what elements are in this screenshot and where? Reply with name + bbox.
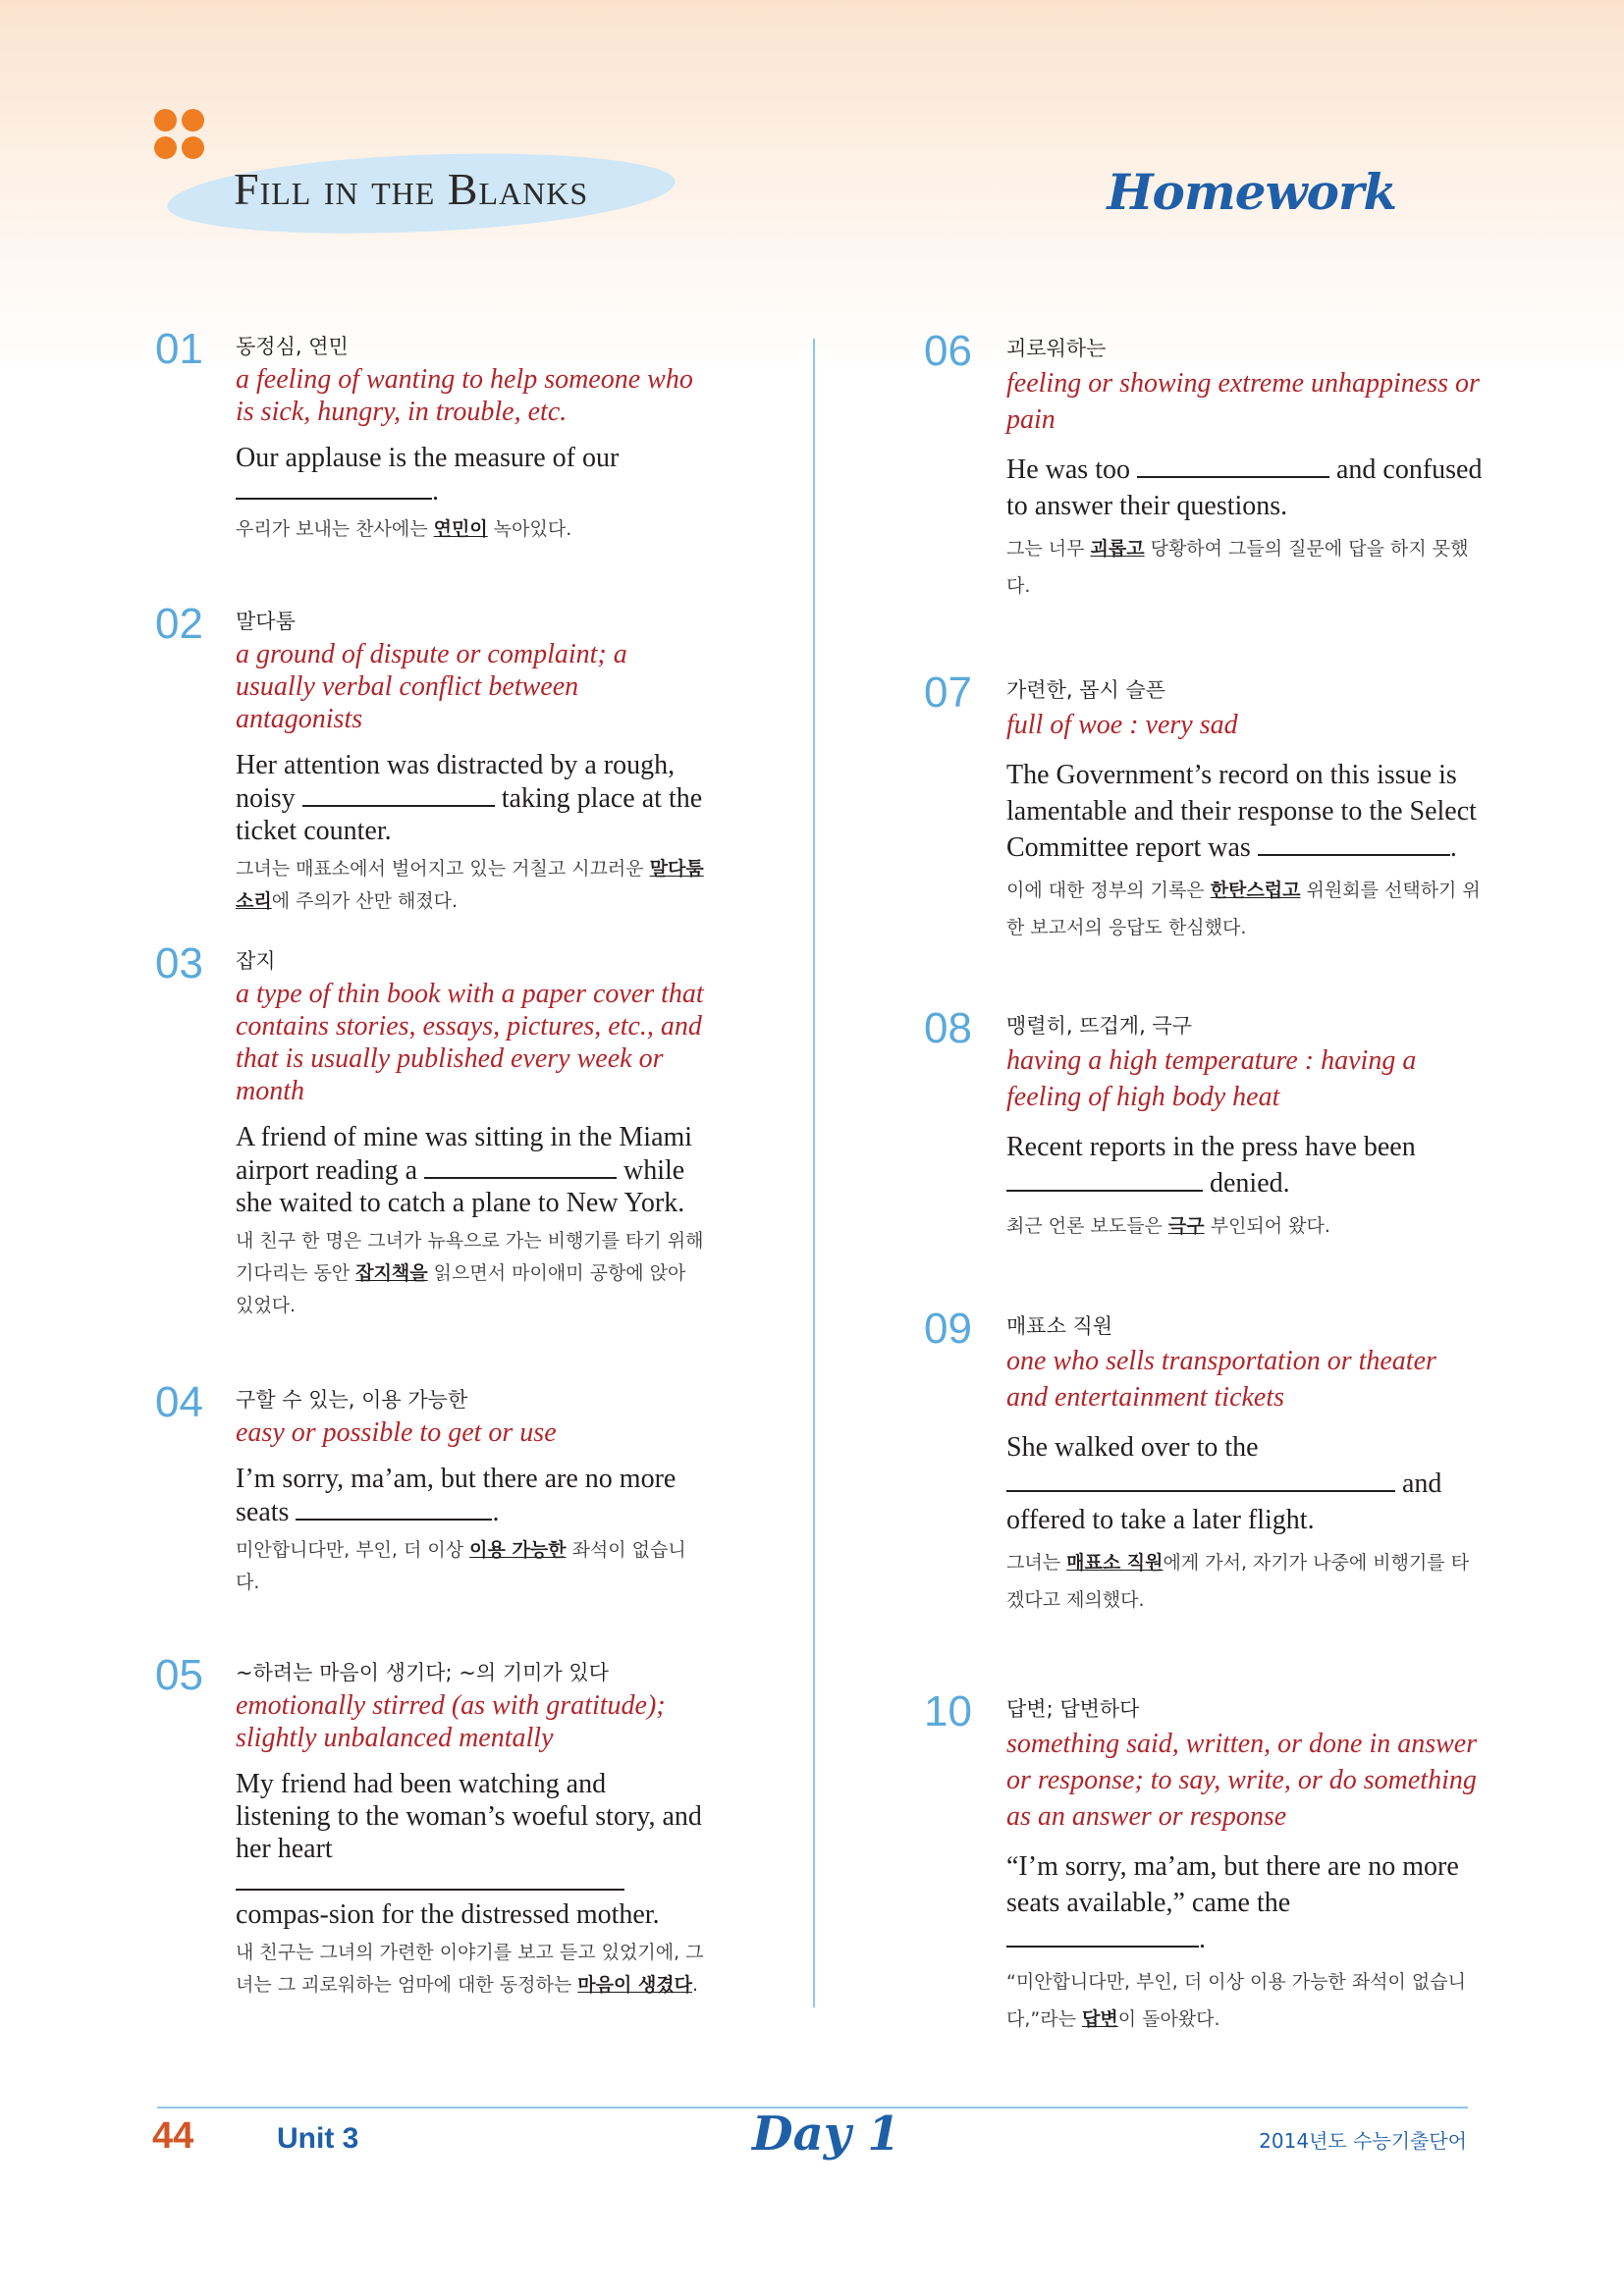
translation: 내 친구는 그녀의 가련한 이야기를 보고 듣고 있었기에, 그녀는 그 괴로워하는 엄마에 대한 동정하는 마음이 생겼다. bbox=[236, 1942, 704, 1996]
example-sentence: Our applause is the measure of our . bbox=[236, 443, 620, 507]
fill-blank[interactable] bbox=[296, 1495, 492, 1521]
translation: 그는 너무 괴롭고 당황하여 그들의 질문에 답을 하지 못했다. bbox=[1006, 538, 1469, 597]
definition: feeling or showing extreme unhappiness or pain bbox=[1006, 368, 1480, 435]
vocab-entry-06 bbox=[924, 327, 1483, 605]
page-number: 44 bbox=[152, 2115, 194, 2157]
definition: a feeling of wanting to help someone who is sick, hungry, in trouble, etc. bbox=[236, 364, 693, 427]
vocab-entry-04 bbox=[155, 1378, 707, 1599]
entry-number: 03 bbox=[155, 939, 203, 988]
translation: 우리가 보내는 찬사에는 연민이 녹아있다. bbox=[236, 518, 572, 540]
vocab-entry-03 bbox=[155, 939, 707, 1322]
definition: emotionally stirred (as with gratitude); slightly unbalanced mentally bbox=[236, 1690, 666, 1753]
translation: 내 친구 한 명은 그녀가 뉴욕으로 가는 비행기를 타기 위해 기다리는 동안 잡지책을 읽으면서 마이애미 공항에 앉아 있었다. bbox=[236, 1230, 704, 1316]
decorative-dots-icon bbox=[154, 109, 205, 160]
fill-blank[interactable] bbox=[1137, 453, 1329, 478]
korean-meaning: 잡지 bbox=[236, 949, 276, 973]
fill-blank[interactable] bbox=[1006, 1922, 1199, 1948]
definition: having a high temperature : having a feeling of high body heat bbox=[1006, 1045, 1417, 1112]
entry-number: 06 bbox=[924, 327, 972, 375]
unit-label: Unit 3 bbox=[277, 2122, 359, 2155]
example-sentence: He was too and confused to answer their questions. bbox=[1006, 454, 1483, 521]
example-sentence: I’m sorry, ma’am, but there are no more seats . bbox=[236, 1464, 677, 1527]
translation: “미안합니다만, 부인, 더 이상 이용 가능한 좌석이 없습니다,”라는 답변이 돌아왔다. bbox=[1006, 1971, 1466, 2030]
vocab-entry-02 bbox=[155, 600, 707, 918]
korean-meaning: 맹렬히, 뜨겁게, 극구 bbox=[1006, 1014, 1192, 1038]
fill-blank[interactable] bbox=[1006, 1467, 1395, 1492]
korean-meaning: 괴로워하는 bbox=[1006, 337, 1107, 360]
homework-label: Homework bbox=[1107, 163, 1396, 221]
example-sentence: A friend of mine was sitting in the Miami airport reading a while she waited to catch a plane to New York. bbox=[236, 1122, 693, 1218]
definition: a type of thin book with a paper cover that contains stories, essays, pictures, etc., and that is usually published every week or month bbox=[236, 979, 704, 1106]
entry-number: 05 bbox=[155, 1651, 203, 1699]
fill-blank[interactable] bbox=[236, 474, 432, 500]
example-sentence: She walked over to the and offered to take a later flight. bbox=[1006, 1432, 1442, 1535]
vocab-entry-05 bbox=[155, 1651, 707, 2002]
translation: 그녀는 매표소에서 벌어지고 있는 거칠고 시끄러운 말다툼소리에 주의가 산만 해졌다. bbox=[236, 858, 704, 912]
korean-meaning: ~하려는 마음이 생기다; ~의 기미가 있다 bbox=[236, 1661, 609, 1684]
page-title: Fill in the Blanks bbox=[234, 164, 589, 214]
korean-meaning: 구할 수 있는, 이용 가능한 bbox=[236, 1388, 468, 1412]
fill-blank[interactable] bbox=[1006, 1166, 1203, 1192]
entry-number: 10 bbox=[924, 1687, 972, 1735]
fill-blank[interactable] bbox=[424, 1153, 617, 1179]
korean-meaning: 매표소 직원 bbox=[1006, 1314, 1113, 1338]
entry-number: 01 bbox=[155, 325, 203, 373]
korean-meaning: 말다툼 bbox=[236, 610, 296, 633]
definition: a ground of dispute or complaint; a usually verbal conflict between antagonists bbox=[236, 639, 627, 734]
book-title: 2014년도 수능기출단어 bbox=[1259, 2129, 1467, 2153]
definition: something said, written, or done in answer or response; to say, write, or do something as an answer or response bbox=[1006, 1729, 1478, 1832]
definition: full of woe : very sad bbox=[1006, 710, 1238, 740]
example-sentence: My friend had been watching and listening to the woman’s woeful story, and her heart compas-sion for the distressed mother. bbox=[236, 1769, 702, 1930]
translation: 그녀는 매표소 직원에게 가서, 자기가 나중에 비행기를 타겠다고 제의했다. bbox=[1006, 1552, 1470, 1611]
definition: one who sells transportation or theater and entertainment tickets bbox=[1006, 1346, 1436, 1413]
vocab-entry-01 bbox=[155, 325, 707, 546]
entry-number: 02 bbox=[155, 600, 203, 648]
fill-blank[interactable] bbox=[302, 781, 495, 807]
fill-blank[interactable] bbox=[1258, 830, 1450, 856]
entry-number: 07 bbox=[924, 668, 972, 717]
translation: 이에 대한 정부의 기록은 한탄스럽고 위원회를 선택하기 위한 보고서의 응답도 한심했다. bbox=[1006, 880, 1481, 938]
entry-number: 04 bbox=[155, 1378, 203, 1426]
translation: 미안합니다만, 부인, 더 이상 이용 가능한 좌석이 없습니다. bbox=[236, 1539, 686, 1593]
entry-number: 09 bbox=[924, 1305, 972, 1353]
example-sentence: Recent reports in the press have been denied. bbox=[1006, 1132, 1416, 1199]
column-divider bbox=[813, 339, 815, 2007]
korean-meaning: 답변; 답변하다 bbox=[1006, 1697, 1140, 1721]
example-sentence: The Government’s record on this issue is lamentable and their response to the Select Committee report was . bbox=[1006, 760, 1477, 863]
vocab-entry-09 bbox=[924, 1305, 1483, 1619]
example-sentence: “I’m sorry, ma’am, but there are no more seats available,” came the . bbox=[1006, 1851, 1459, 1954]
fill-blank[interactable] bbox=[236, 1865, 624, 1891]
example-sentence: Her attention was distracted by a rough, noisy taking place at the ticket counter. bbox=[236, 750, 703, 846]
korean-meaning: 가련한, 몹시 슬픈 bbox=[1006, 678, 1166, 702]
definition: easy or possible to get or use bbox=[236, 1417, 557, 1448]
entry-number: 08 bbox=[924, 1004, 972, 1052]
vocab-entry-10 bbox=[924, 1687, 1483, 2038]
vocab-entry-07 bbox=[924, 668, 1483, 946]
day-label: Day 1 bbox=[752, 2107, 900, 2162]
korean-meaning: 동정심, 연민 bbox=[236, 335, 349, 358]
translation: 최근 언론 보도들은 극구 부인되어 왔다. bbox=[1006, 1215, 1330, 1237]
vocab-entry-08 bbox=[924, 1004, 1483, 1245]
